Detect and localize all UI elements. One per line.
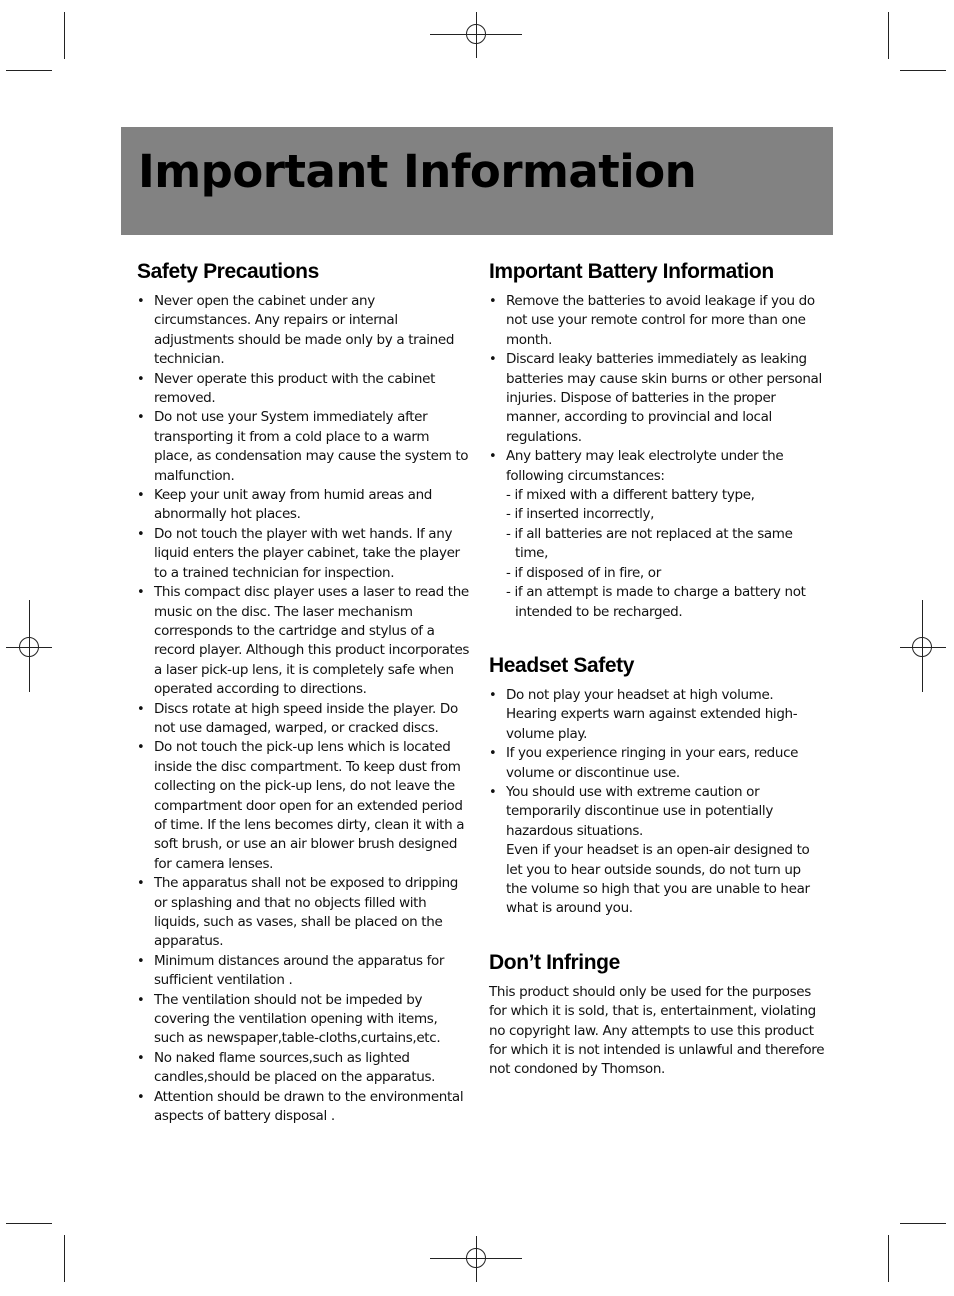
crop-mark <box>6 1223 52 1224</box>
list-item <box>489 783 825 919</box>
list-item: • No naked flame sources,such as lighted candles,should be placed on the apparatus. <box>137 1049 471 1088</box>
registration-circle-icon <box>466 24 486 44</box>
crop-mark <box>888 12 889 59</box>
list-item-note: Even if your headset is an open-air designed to let you to hear outside sounds, do not turn up the volume so high that you are unable to hear what is around you. <box>506 842 810 917</box>
right-column <box>489 258 825 1080</box>
list-item: • Discard leaky batteries immediately as leaking batteries may cause skin burns or other personal injuries. Dispose of batteries in the proper manner, according to provincial and local regulations. <box>489 350 825 447</box>
sub-item: - if inserted incorrectly, <box>506 506 655 523</box>
list-item: • Do not play your headset at high volume. Hearing experts warn against extended high-volume play. <box>489 686 825 744</box>
infringe-body: This product should only be used for the purposes for which it is sold, that is, entertainment, violating no copyright law. Any attempts to use this product for which it is not intended is unlawful and therefore not condoned by Thomson. <box>489 983 825 1078</box>
list-item-text: You should use with extreme caution or temporarily discontinue use in potentially hazardous situations. <box>506 783 773 839</box>
list-item <box>489 447 825 622</box>
list-item: • Do not use your System immediately after transporting it from a cold place to a warm place, as condensation may cause the system to malfunction. <box>137 408 471 486</box>
title-banner <box>121 127 833 235</box>
safety-section <box>137 258 471 1126</box>
list-item: • The apparatus shall not be exposed to dripping or splashing and that no objects filled with liquids, such as vases, shall be placed on the apparatus. <box>137 874 471 952</box>
list-item: • If you experience ringing in your ears, reduce volume or discontinue use. <box>489 744 825 783</box>
list-item: • Do not touch the player with wet hands. If any liquid enters the player cabinet, take the player to a trained technician for inspection. <box>137 525 471 583</box>
list-item: • Discs rotate at high speed inside the player. Do not use damaged, warped, or cracked discs. <box>137 700 471 739</box>
list-item: • Do not touch the pick-up lens which is located inside the disc compartment. To keep dust from collecting on the pick-up lens, do not leave the compartment door open for an extended period of time. If the lens becomes dirty, clean it with a soft brush, or use an air blower brush designed for camera lenses. <box>137 738 471 874</box>
safety-list <box>137 292 471 1126</box>
list-item: • Remove the batteries to avoid leakage if you do not use your remote control for more than one month. <box>489 292 825 350</box>
infringe-section <box>489 949 825 1080</box>
headset-heading: Headset Safety <box>489 653 634 677</box>
list-item-text: Any battery may leak electrolyte under the following circumstances: <box>506 448 784 484</box>
sub-item: - if all batteries are not replaced at the same time, <box>506 525 793 562</box>
page-title: Important Information <box>138 145 697 198</box>
registration-circle-icon <box>466 1248 486 1268</box>
sub-item: - if mixed with a different battery type, <box>506 487 755 504</box>
list-item: • Never operate this product with the cabinet removed. <box>137 370 471 409</box>
crop-mark <box>64 1235 65 1282</box>
infringe-heading: Don’t Infringe <box>489 950 620 974</box>
battery-section <box>489 258 825 622</box>
sub-item: - if disposed of in fire, or <box>506 564 661 581</box>
list-item: • Keep your unit away from humid areas and abnormally hot places. <box>137 486 471 525</box>
crop-mark <box>900 70 946 71</box>
crop-mark <box>900 1223 946 1224</box>
registration-circle-icon <box>19 637 39 657</box>
crop-mark <box>64 12 65 59</box>
headset-list <box>489 686 825 919</box>
safety-heading: Safety Precautions <box>137 260 319 283</box>
list-item: • Never open the cabinet under any circumstances. Any repairs or internal adjustments should be made only by a trained technician. <box>137 292 471 370</box>
list-item: • The ventilation should not be impeded by covering the ventilation opening with items, such as newspaper,table-cloths,curtains,etc. <box>137 991 471 1049</box>
list-item: • Minimum distances around the apparatus for sufficient ventilation . <box>137 952 471 991</box>
headset-section <box>489 652 825 919</box>
crop-mark <box>888 1235 889 1282</box>
crop-mark <box>6 70 52 71</box>
list-item: • Attention should be drawn to the environmental aspects of battery disposal . <box>137 1088 471 1127</box>
battery-list <box>489 292 825 622</box>
list-item: • This compact disc player uses a laser to read the music on the disc. The laser mechanism corresponds to the cartridge and stylus of a record player. Although this product incorporates a laser pick-up lens, it is completely safe when operated according to directions. <box>137 583 471 699</box>
registration-circle-icon <box>912 637 932 657</box>
battery-heading: Important Battery Information <box>489 260 774 283</box>
sub-item: - if an attempt is made to charge a battery not intended to be recharged. <box>506 584 806 620</box>
